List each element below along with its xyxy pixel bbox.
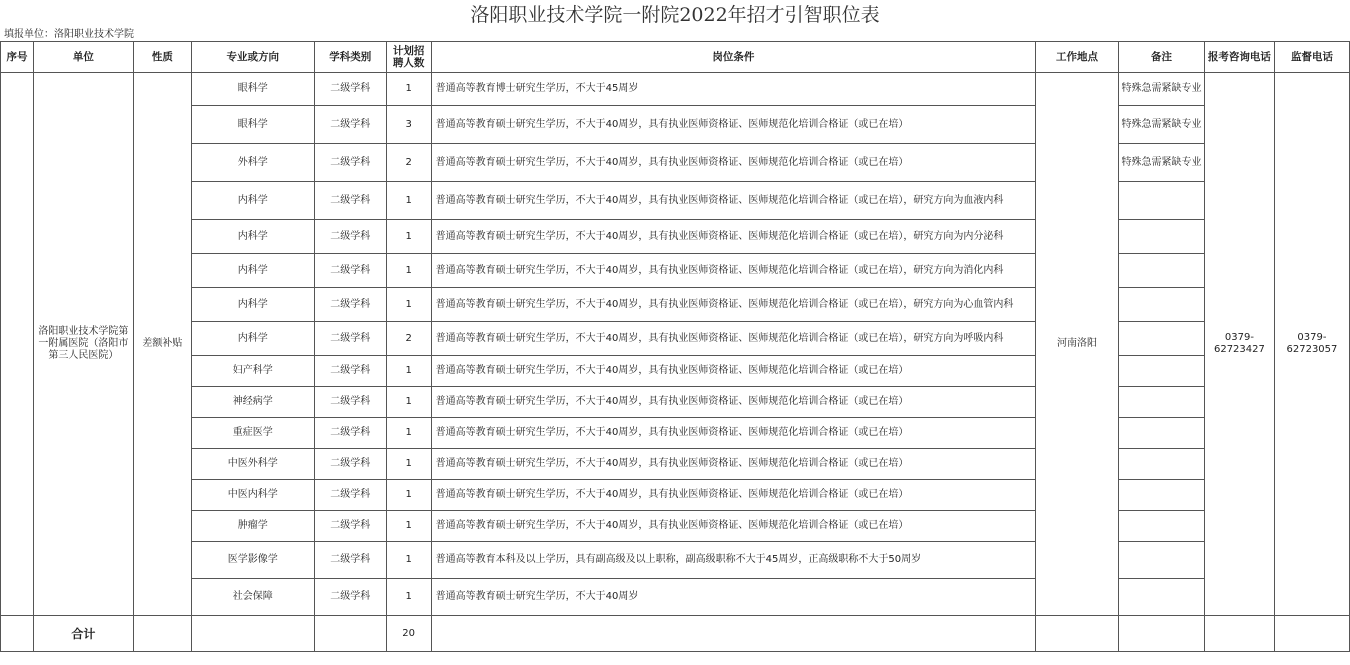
conditions-cell: 普通高等教育博士研究生学历，不大于45周岁	[431, 73, 1035, 106]
remark-cell: 特殊急需紧缺专业	[1119, 144, 1205, 182]
remark-cell	[1119, 254, 1205, 288]
header-location: 工作地点	[1036, 42, 1119, 73]
unit-cell: 洛阳职业技术学院第一附属医院（洛阳市第三人民医院）	[33, 73, 133, 616]
count-cell: 1	[386, 579, 431, 616]
conditions-cell: 普通高等教育硕士研究生学历，不大于40周岁，具有执业医师资格证、医师规范化培训合格证（或已在培），研究方向为内分泌科	[431, 220, 1035, 254]
total-consult-cell	[1204, 616, 1274, 652]
category-cell: 二级学科	[314, 106, 386, 144]
count-cell: 2	[386, 322, 431, 356]
remark-cell	[1119, 511, 1205, 542]
total-row	[1, 616, 1350, 652]
count-cell: 1	[386, 418, 431, 449]
table-row	[1, 480, 1350, 511]
category-cell: 二级学科	[314, 480, 386, 511]
major-cell: 重症医学	[191, 418, 314, 449]
remark-cell	[1119, 480, 1205, 511]
table-row	[1, 542, 1350, 579]
major-cell: 眼科学	[191, 106, 314, 144]
conditions-cell: 普通高等教育硕士研究生学历，不大于40周岁，具有执业医师资格证、医师规范化培训合格证（或已在培）	[431, 106, 1035, 144]
count-cell: 1	[386, 288, 431, 322]
header-conditions: 岗位条件	[431, 42, 1035, 73]
remark-cell	[1119, 322, 1205, 356]
count-cell: 1	[386, 449, 431, 480]
conditions-cell: 普通高等教育硕士研究生学历，不大于40周岁	[431, 579, 1035, 616]
remark-cell	[1119, 418, 1205, 449]
header-category: 学科类别	[314, 42, 386, 73]
header-major: 专业或方向	[191, 42, 314, 73]
total-location-cell	[1036, 616, 1119, 652]
conditions-cell: 普通高等教育硕士研究生学历，不大于40周岁，具有执业医师资格证、医师规范化培训合格证（或已在培）	[431, 449, 1035, 480]
major-cell: 外科学	[191, 144, 314, 182]
category-cell: 二级学科	[314, 511, 386, 542]
conditions-cell: 普通高等教育硕士研究生学历，不大于40周岁，具有执业医师资格证、医师规范化培训合格证（或已在培）	[431, 511, 1035, 542]
remark-cell: 特殊急需紧缺专业	[1119, 106, 1205, 144]
category-cell: 二级学科	[314, 322, 386, 356]
category-cell: 二级学科	[314, 288, 386, 322]
total-seq-cell	[1, 616, 34, 652]
major-cell: 中医内科学	[191, 480, 314, 511]
fill-unit-label: 填报单位：洛阳职业技术学院	[4, 29, 134, 40]
category-cell: 二级学科	[314, 542, 386, 579]
count-cell: 1	[386, 356, 431, 387]
conditions-cell: 普通高等教育硕士研究生学历，不大于40周岁，具有执业医师资格证、医师规范化培训合格证（或已在培）	[431, 480, 1035, 511]
remark-cell	[1119, 182, 1205, 220]
remark-cell: 特殊急需紧缺专业	[1119, 73, 1205, 106]
count-cell: 1	[386, 480, 431, 511]
positions-table	[0, 41, 1350, 652]
major-cell: 内科学	[191, 220, 314, 254]
category-cell: 二级学科	[314, 387, 386, 418]
supervise-phone-cell: 0379-62723057	[1274, 73, 1349, 616]
total-major-cell	[191, 616, 314, 652]
header-row	[1, 42, 1350, 73]
total-supervise-cell	[1274, 616, 1349, 652]
header-unit: 单位	[33, 42, 133, 73]
category-cell: 二级学科	[314, 73, 386, 106]
category-cell: 二级学科	[314, 418, 386, 449]
location-cell: 河南洛阳	[1036, 73, 1119, 616]
total-nature-cell	[133, 616, 191, 652]
remark-cell	[1119, 288, 1205, 322]
count-cell: 1	[386, 511, 431, 542]
count-cell: 1	[386, 220, 431, 254]
major-cell: 内科学	[191, 182, 314, 220]
count-cell: 1	[386, 73, 431, 106]
table-row	[1, 418, 1350, 449]
table-row	[1, 73, 1350, 106]
category-cell: 二级学科	[314, 220, 386, 254]
table-row	[1, 254, 1350, 288]
total-conditions-cell	[431, 616, 1035, 652]
conditions-cell: 普通高等教育硕士研究生学历，不大于40周岁，具有执业医师资格证、医师规范化培训合格证（或已在培），研究方向为消化内科	[431, 254, 1035, 288]
conditions-cell: 普通高等教育硕士研究生学历，不大于40周岁，具有执业医师资格证、医师规范化培训合格证（或已在培），研究方向为呼吸内科	[431, 322, 1035, 356]
total-label: 合计	[33, 616, 133, 652]
table-row	[1, 356, 1350, 387]
major-cell: 中医外科学	[191, 449, 314, 480]
table-row	[1, 144, 1350, 182]
conditions-cell: 普通高等教育硕士研究生学历，不大于40周岁，具有执业医师资格证、医师规范化培训合格证（或已在培），研究方向为心血管内科	[431, 288, 1035, 322]
major-cell: 社会保障	[191, 579, 314, 616]
total-count: 20	[386, 616, 431, 652]
major-cell: 眼科学	[191, 73, 314, 106]
consult-phone-cell: 0379-62723427	[1204, 73, 1274, 616]
remark-cell	[1119, 356, 1205, 387]
header-seq: 序号	[1, 42, 34, 73]
table-title: 洛阳职业技术学院一附院2022年招才引智职位表	[470, 4, 880, 26]
category-cell: 二级学科	[314, 182, 386, 220]
major-cell: 内科学	[191, 288, 314, 322]
remark-cell	[1119, 579, 1205, 616]
table-row	[1, 220, 1350, 254]
table-row	[1, 579, 1350, 616]
major-cell: 内科学	[191, 254, 314, 288]
header-count: 计划招聘人数	[386, 42, 431, 73]
seq-cell	[1, 73, 34, 616]
category-cell: 二级学科	[314, 144, 386, 182]
header-remark: 备注	[1119, 42, 1205, 73]
major-cell: 肿瘤学	[191, 511, 314, 542]
major-cell: 妇产科学	[191, 356, 314, 387]
count-cell: 2	[386, 144, 431, 182]
conditions-cell: 普通高等教育本科及以上学历，具有副高级及以上职称，副高级职称不大于45周岁，正高级职称不大于50周岁	[431, 542, 1035, 579]
category-cell: 二级学科	[314, 356, 386, 387]
category-cell: 二级学科	[314, 579, 386, 616]
conditions-cell: 普通高等教育硕士研究生学历，不大于40周岁，具有执业医师资格证、医师规范化培训合格证（或已在培）	[431, 387, 1035, 418]
table-row	[1, 387, 1350, 418]
nature-cell: 差额补贴	[133, 73, 191, 616]
count-cell: 1	[386, 542, 431, 579]
table-row	[1, 322, 1350, 356]
remark-cell	[1119, 542, 1205, 579]
remark-cell	[1119, 449, 1205, 480]
table-row	[1, 288, 1350, 322]
total-category-cell	[314, 616, 386, 652]
category-cell: 二级学科	[314, 449, 386, 480]
table-row	[1, 106, 1350, 144]
table-row	[1, 449, 1350, 480]
conditions-cell: 普通高等教育硕士研究生学历，不大于40周岁，具有执业医师资格证、医师规范化培训合格证（或已在培），研究方向为血液内科	[431, 182, 1035, 220]
table-row	[1, 511, 1350, 542]
table-row	[1, 182, 1350, 220]
count-cell: 1	[386, 182, 431, 220]
major-cell: 神经病学	[191, 387, 314, 418]
conditions-cell: 普通高等教育硕士研究生学历，不大于40周岁，具有执业医师资格证、医师规范化培训合格证（或已在培）	[431, 356, 1035, 387]
conditions-cell: 普通高等教育硕士研究生学历，不大于40周岁，具有执业医师资格证、医师规范化培训合格证（或已在培）	[431, 144, 1035, 182]
header-supervise-phone: 监督电话	[1274, 42, 1349, 73]
major-cell: 医学影像学	[191, 542, 314, 579]
total-remark-cell	[1119, 616, 1205, 652]
header-nature: 性质	[133, 42, 191, 73]
major-cell: 内科学	[191, 322, 314, 356]
count-cell: 3	[386, 106, 431, 144]
count-cell: 1	[386, 387, 431, 418]
remark-cell	[1119, 387, 1205, 418]
header-consult-phone: 报考咨询电话	[1204, 42, 1274, 73]
category-cell: 二级学科	[314, 254, 386, 288]
count-cell: 1	[386, 254, 431, 288]
remark-cell	[1119, 220, 1205, 254]
conditions-cell: 普通高等教育硕士研究生学历，不大于40周岁，具有执业医师资格证、医师规范化培训合格证（或已在培）	[431, 418, 1035, 449]
